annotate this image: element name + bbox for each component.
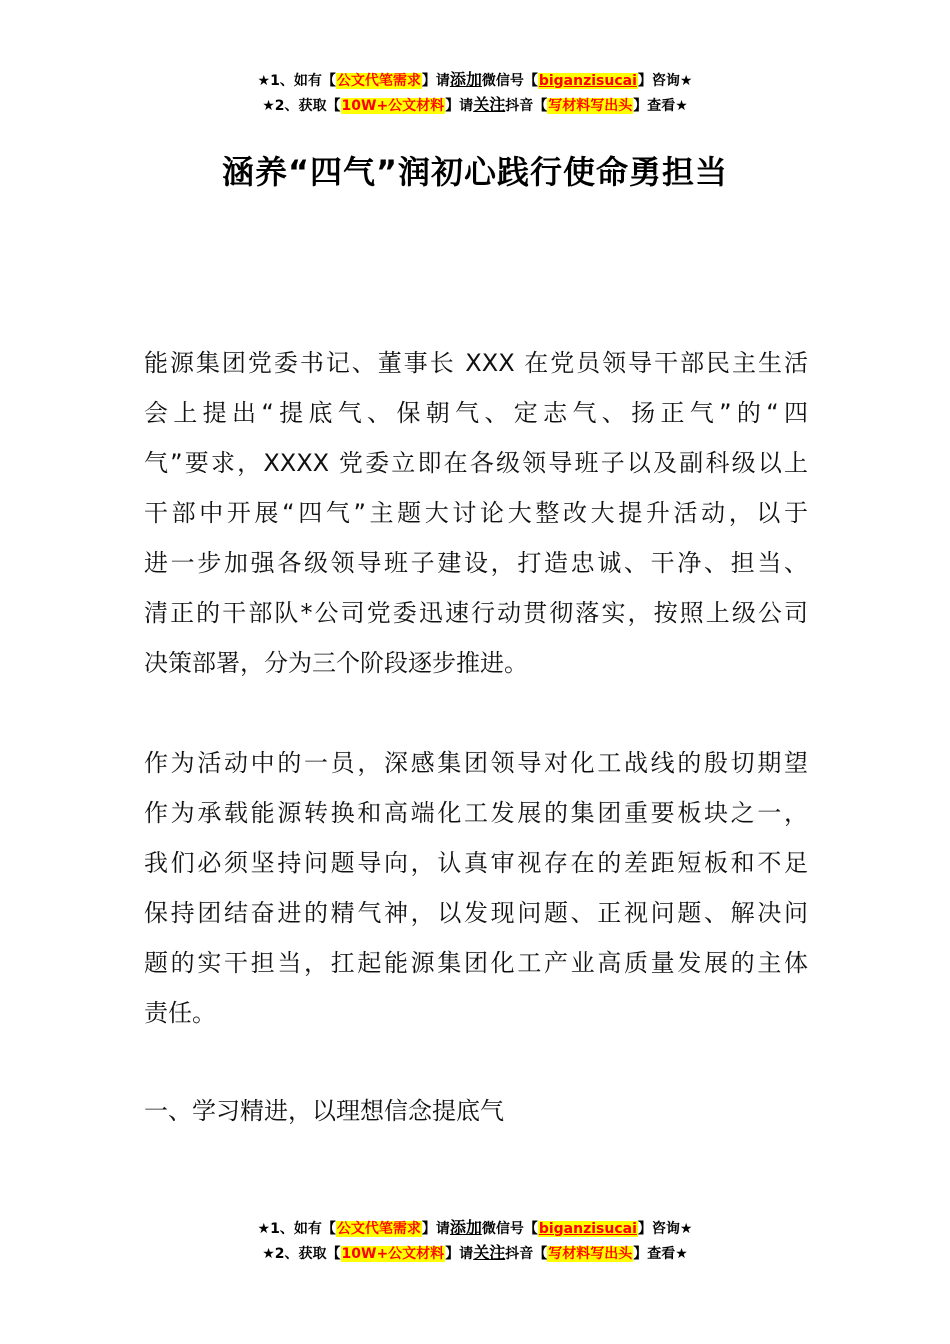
promo-line-1 [0,1216,950,1241]
paragraph-line: 责任。 [144,999,216,1027]
promo-text: 微信号【 [481,1221,538,1237]
paragraph-1 [144,338,808,688]
promo-text: ★1、如有【 [257,73,336,89]
promo-highlight: 公文代笔需求 [336,73,421,89]
paragraph-line: 会上提出“提底气、保朝气、定志气、扬正气”的“四 [144,399,808,427]
promo-highlight: 10W+公文材料 [341,98,445,114]
promo-text: 】咨询★ [637,73,693,89]
paragraph-2 [144,738,808,1038]
promo-text: 】请 [421,73,450,89]
douyin-account-highlight: 写材料写出头 [548,1246,633,1262]
promo-line-2 [0,93,950,118]
paragraph-line: 决策部署，分为三个阶段逐步推进。 [144,649,528,677]
promo-emphasis: 关注 [473,95,506,114]
section-heading [144,1086,808,1136]
paragraph-line: 我们必须坚持问题导向，认真审视存在的差距短板和不足 [144,849,808,877]
promo-emphasis: 添加 [449,1218,482,1237]
paragraph-line: 作为活动中的一员，深感集团领导对化工战线的殷切期望 [144,749,808,777]
paragraph-line: 能源集团党委书记、董事长 XXX 在党员领导干部民主生活 [144,349,808,377]
douyin-account-highlight: 写材料写出头 [548,98,633,114]
promo-text: 】查看★ [633,1246,688,1262]
promo-text: 】请 [445,98,474,114]
promo-banner-bottom [0,1216,950,1266]
promo-text: 抖音【 [505,98,548,114]
promo-emphasis: 添加 [449,70,482,89]
promo-text: ★2、获取【 [262,1246,341,1262]
promo-highlight: 公文代笔需求 [336,1221,421,1237]
paragraph-line: 清正的干部队*公司党委迅速行动贯彻落实，按照上级公司 [144,599,808,627]
paragraph-line: 干部中开展“四气”主题大讨论大整改大提升活动，以于 [144,499,808,527]
paragraph-line: 气”要求，XXXX 党委立即在各级领导班子以及副科级以上 [144,449,808,477]
promo-text: ★1、如有【 [257,1221,336,1237]
paragraph-line: 进一步加强各级领导班子建设，打造忠诚、干净、担当、 [144,549,808,577]
paragraph-line: 保持团结奋进的精气神，以发现问题、正视问题、解决问 [144,899,808,927]
promo-emphasis: 关注 [473,1243,506,1262]
document-title: 涵养“四气”润初心践行使命勇担当 [221,153,729,191]
promo-text: 】咨询★ [637,1221,693,1237]
promo-text: 】查看★ [633,98,688,114]
promo-line-2 [0,1241,950,1266]
promo-text: 抖音【 [505,1246,548,1262]
paragraph-line: 作为承载能源转换和高端化工发展的集团重要板块之一， [144,799,808,827]
wechat-id-link[interactable]: biganzisucai [538,73,637,89]
promo-highlight: 10W+公文材料 [341,1246,445,1262]
promo-text: 】请 [445,1246,474,1262]
promo-text: 微信号【 [481,73,538,89]
promo-line-1 [0,68,950,93]
section-heading-text: 一、学习精进，以理想信念提底气 [144,1097,504,1125]
promo-text: 】请 [421,1221,450,1237]
promo-banner-top [0,68,950,118]
promo-text: ★2、获取【 [262,98,341,114]
paragraph-line: 题的实干担当，扛起能源集团化工产业高质量发展的主体 [144,949,808,977]
wechat-id-link[interactable]: biganzisucai [538,1221,637,1237]
